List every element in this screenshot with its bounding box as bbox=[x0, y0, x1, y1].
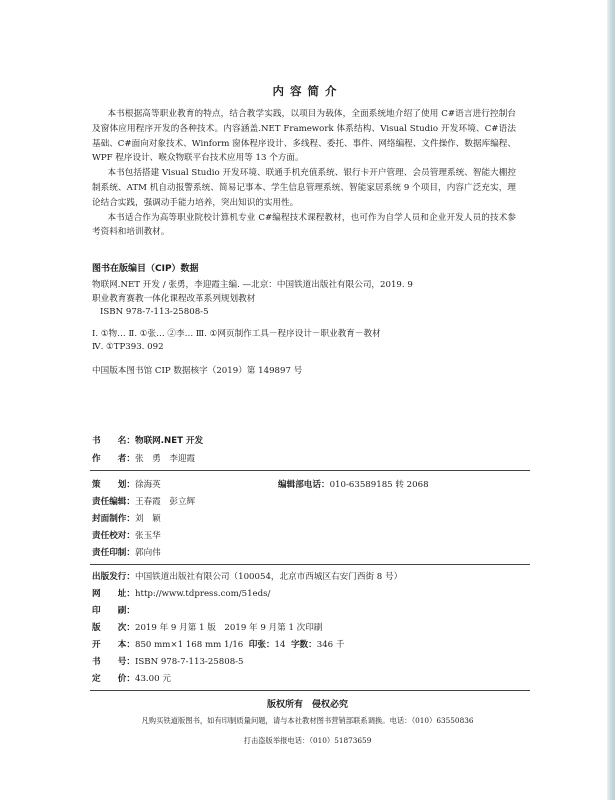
url: http://www.tdpress.com/51eds/ bbox=[134, 589, 271, 599]
url-label: 网 址： bbox=[92, 589, 135, 599]
editor-label: 责任编辑： bbox=[92, 497, 135, 507]
edition: 2019 年 9 月第 1 版 2019 年 9 月第 1 次印刷 bbox=[134, 623, 323, 633]
editor-phone-row bbox=[278, 478, 429, 490]
proof-row bbox=[92, 529, 161, 541]
cip-block bbox=[92, 279, 532, 379]
cip-subject: Ⅳ. ①TP393. 092 bbox=[92, 342, 164, 353]
book-author-label: 作 者： bbox=[92, 454, 135, 464]
planner-label: 策 划： bbox=[92, 480, 135, 490]
printer-row bbox=[92, 604, 135, 616]
cover: 刘 颖 bbox=[134, 514, 161, 524]
anti-piracy-notice: 打击盗版举报电话：（010）51873659 bbox=[243, 736, 372, 745]
print-row bbox=[92, 546, 161, 558]
price-row bbox=[92, 672, 171, 684]
cip-heading: 图书在版编目（CIP）数据 bbox=[92, 264, 199, 274]
edition-label: 版 次： bbox=[92, 623, 135, 633]
format: 850 mm×1 168 mm 1/16 bbox=[134, 640, 244, 650]
cip-line: 物联网.NET 开发 / 张勇，李迎霞主编. —北京：中国铁道出版社有限公司，2019. 9 bbox=[92, 280, 413, 290]
publisher-label: 出版发行： bbox=[92, 572, 135, 582]
book-no-label: 书 号： bbox=[92, 657, 135, 667]
intro-title: 内容简介 bbox=[272, 84, 343, 98]
price-label: 定 价： bbox=[92, 674, 135, 684]
printer-label: 印 刷： bbox=[92, 606, 135, 616]
price: 43.00 元 bbox=[134, 674, 171, 684]
edition-row bbox=[92, 621, 322, 633]
cover-label: 封面制作： bbox=[92, 514, 135, 524]
book-title-row bbox=[92, 434, 203, 446]
editor-phone: 010-63589185 转 2068 bbox=[329, 480, 429, 490]
book-author: 张 勇 李迎霞 bbox=[134, 454, 196, 464]
url-row bbox=[92, 587, 270, 599]
cip-isbn: ISBN 978-7-113-25808-5 bbox=[100, 307, 209, 318]
sheets: 14 bbox=[274, 640, 286, 650]
book-author-row bbox=[92, 452, 195, 464]
intro-paragraph: 本书包括搭建 Visual Studio 开发环境、联通手机充值系统、银行卡开户管理、会员管理系统、智能大棚控制系统、ATM 机自动报警系统、简易记事本、学生信息管理系统、智能家居系统 9 个项目，内容广泛充实，理论结合实践，强调动手能力培养，突出知识的实用性。 bbox=[92, 168, 516, 208]
proof-label: 责任校对： bbox=[92, 531, 135, 541]
words: 346 千 bbox=[316, 640, 345, 650]
print-label: 责任印制： bbox=[92, 548, 135, 558]
book-no: ISBN 978-7-113-25808-5 bbox=[134, 657, 244, 667]
intro-paragraph: 本书根据高等职业教育的特点，结合教学实践，以项目为载体，全面系统地介绍了使用 C#语言进行控制台及窗体应用程序开发的各种技术。内容涵盖.NET Framework 体系结构、Visual Studio 开发环境、C#语法基础、C#面向对象技术、Winform 窗体程序设计、多线程、委托、事件、网络编程、文件操作、数据库编程、WPF 程序设计、喉众物联平台技术应用等 13 个方面。 bbox=[92, 109, 516, 164]
intro-paragraph: 本书适合作为高等职业院校计算机专业 C#编程技术课程教材，也可作为自学人员和企业开发人员的技术参考资料和培训教材。 bbox=[92, 212, 516, 238]
cip-series: 职业教育赛教一体化课程改革系列规划教材 bbox=[92, 293, 256, 304]
copyright-notice: 凡购买铁道版图书，如有印制质量问题，请与本社教材图书营销部联系调换。电话：（010）63550836 bbox=[141, 716, 474, 725]
publisher: 中国铁道出版社有限公司（100054，北京市西城区右安门西街 8 号） bbox=[134, 572, 403, 582]
words-label: 字数： bbox=[290, 640, 317, 650]
page-edge bbox=[607, 0, 615, 800]
print: 郭向伟 bbox=[134, 548, 161, 558]
cip-subject: Ⅰ. ①物… Ⅱ. ①张… ②李… Ⅲ. ①网页制作工具－程序设计－职业教育－教材 bbox=[92, 328, 381, 339]
book-title: 物联网.NET 开发 bbox=[134, 436, 204, 446]
book-no-row bbox=[92, 655, 244, 667]
intro-section bbox=[92, 107, 516, 240]
proof: 张玉华 bbox=[134, 531, 161, 541]
publisher-row bbox=[92, 570, 402, 582]
divider bbox=[90, 690, 530, 691]
editor-phone-label: 编辑部电话： bbox=[278, 480, 330, 490]
sheets-label: 印张： bbox=[248, 640, 275, 650]
format-row bbox=[92, 638, 344, 650]
book-title-label: 书 名： bbox=[92, 436, 135, 446]
editor: 王春霞 彭立辉 bbox=[134, 497, 196, 507]
editor-row bbox=[92, 495, 195, 507]
planner: 徐海英 bbox=[134, 480, 161, 490]
cover-row bbox=[92, 512, 161, 524]
divider bbox=[90, 564, 530, 565]
copyright-title: 版权所有 侵权必究 bbox=[266, 700, 348, 710]
divider bbox=[90, 470, 530, 471]
cip-record: 中国版本图书馆 CIP 数据核字（2019）第 149897 号 bbox=[92, 365, 303, 376]
planner-row bbox=[92, 478, 161, 490]
format-label: 开 本： bbox=[92, 640, 135, 650]
